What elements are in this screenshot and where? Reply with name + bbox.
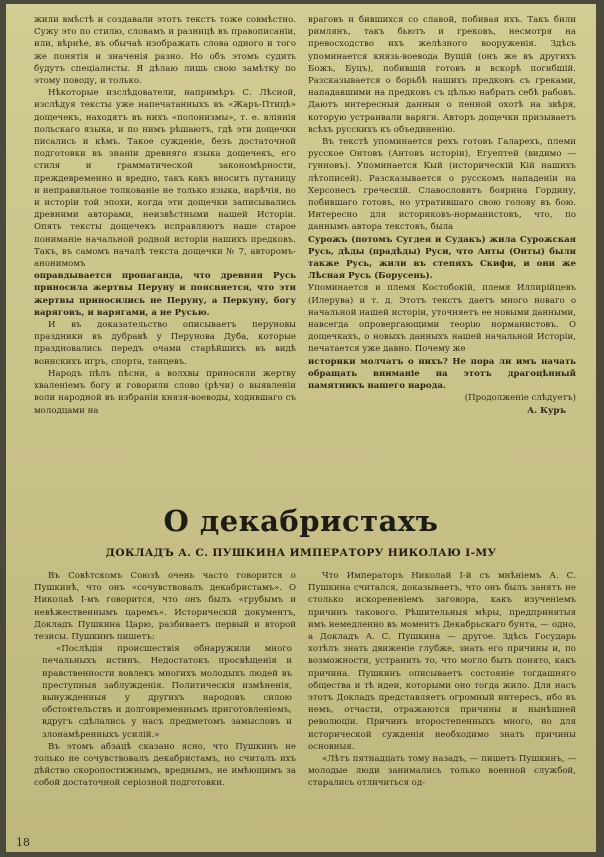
paragraph: Нѣкоторые изслѣдователи, напримѣръ С. Лѣсной, изслѣдуя тексты уже напечатанныхъ въ «Жаръ-Птицѣ» дощечекъ, находятъ въ нихъ «полонизмы», т. е. вліянія польскаго языка, и по нимъ рѣшаютъ, гдѣ эти дощечки писались и кѣмъ. Такое сужденіе, безъ достаточной подготовки въ знаніи древняго языка дощечекъ, его стиля и грамматической закономѣрности, преждевременно и вредно, такъ какъ вноситъ путаницу и неправильное толкованіе не только языка, нарѣчія, но и исторіи той эпохи, когда эти дощечки записывались древними авторами, неизвѣстными нашей Исторіи. Опять тексты дощечекъ исправляютъ наше старое пониманіе начальной родной исторіи нашихъ предковъ. Такъ, въ самомъ началѣ текста дощечки № 7, авторомъ-анонимомъ bbox=[34, 88, 296, 270]
paragraph-bold bbox=[34, 270, 296, 319]
article-title: О декабристахъ bbox=[163, 504, 439, 538]
paragraph: Въ Совѣтскомъ Союзѣ очень часто говорится о Пушкинѣ, что онъ «сочувствовалъ декабристамъ». О Николаѣ I-мъ говорится, что онъ былъ «грубымъ и невѣжественнымъ царемъ». Историческій документъ, Докладъ Пушкина Царю, разбиваетъ первый и второй тезисы. Пушкинъ пишетъ: bbox=[34, 571, 296, 643]
paragraph: враговъ и бившихся со славой, побивая ихъ. Такъ били римлянъ, такъ бьютъ и грековъ, несмотря на превосходство ихъ желѣзного вооруженія. Здѣсь упоминается князь-воевода Вущій (онъ же въ другихъ Божъ, Буцъ), побившій готовъ и вскорѣ погибшій. Разсказывается о борьбѣ нашихъ предковъ съ греками, нападавшими на предковъ съ цѣлью набрать себѣ рабовъ. Даютъ интересныя данныя о пенной охотѣ на звѣря, которую устраивали варяги. Авторъ дощечки призываетъ всѣхъ русскихъ къ объединенію. bbox=[308, 15, 576, 135]
right-column-bottom bbox=[308, 570, 576, 848]
emphasis-text: оправдывается пропаганда, что древняя Русь приносила жертвы Перуну и поясняется, что эти жертвы приносились не Перуну, а Перкуну, богу варяговъ, и варягами, а не Русью. bbox=[34, 271, 296, 318]
left-column-bottom bbox=[34, 570, 296, 832]
paragraph: И въ доказательство описываетъ перуновы праздники въ дубравѣ у Перунова Дуба, которые праздновались передъ очами старѣйшихъ въ видѣ воинскихъ игръ, спорта, танцевъ. bbox=[34, 320, 296, 367]
paragraph: Въ текстѣ упоминается рехъ готовъ Галарехъ, племи русское Онтовъ (Антовъ исторіи), Егуептей (видимо — гунновъ). Упоминается Кый (историческій Кій нашихъ лѣтописей). Разсказывается о русскомъ нападеніи на Херсонесъ греческій. Славословитъ боярина Гордину, побившаго готовъ, но утратившаго свою голову въ бою. Интересно для историковъ-норманистовъ, что, по даннымъ автора текстовъ, была bbox=[308, 137, 576, 233]
continued-note: (Продолженіе слѣдуетъ) bbox=[464, 393, 576, 404]
emphasis-text: историки молчатъ о нихъ? Не пора ли имъ начать обращать вниманіе на этотъ драгоцѣнный памятникъ нашего народа. bbox=[308, 356, 576, 392]
article-subtitle: ДОКЛАДЪ А. С. ПУШКИНА ИМПЕРАТОРУ НИКОЛАЮ I-МУ bbox=[105, 547, 497, 559]
paragraph-bold bbox=[308, 356, 576, 393]
paragraph: Въ этомъ абзацѣ сказано ясно, что Пушкинъ не только не сочувствовалъ декабристамъ, но считалъ ихъ дѣйство скоропостижнымъ, вреднымъ, не имѣющимъ за собой достаточной серіозной подготовки. bbox=[34, 741, 296, 789]
page-number: 18 bbox=[16, 836, 30, 849]
paragraph: Что Императоръ Николай I-й съ мнѣніемъ А. С. Пушкина считался, доказываетъ, что онъ былъ занятъ не столько искорененіемъ заговора, какъ изученіемъ причинъ такового. Рѣшительныя мѣры, предпринятыя имъ немедленно въ моментъ Декабрьскаго бунта, — одно, а Докладъ А. С. Пушкина — другое. Здѣсь Государь хотѣлъ знать движеніе глубже, знать его причины и, по возможности, устранить то, что могло быть понято, какъ причина. Пушкинъ описываетъ состояніе тогдашняго общества и тѣ идеи, которыми оно тогда жило. Для насъ этотъ Докладъ представляетъ огромный интересъ, ибо въ немъ, отчасти, отражаются причины и нынѣшней революціи. Причинъ второстепенныхъ много, но для исторической сужденія необходимо знать причины основныя. bbox=[308, 571, 576, 752]
right-column-top bbox=[308, 14, 576, 508]
paragraph: жили вмѣстѣ и создавали этотъ текстъ тоже совмѣстно. Сужу это по стилю, словамъ и разницѣ въ правописаніи, или, вѣрнѣе, въ обычаѣ изображать слова одного и того же понятія и значенія разно. Но объ этомъ судить будутъ спеціалисты. Я дѣлаю лишь свою замѣтку по этому поводу, и только. bbox=[34, 15, 296, 87]
document-page bbox=[6, 4, 596, 852]
quote-paragraph: «Послѣдія происшествія обнаружили много печальныхъ истинъ. Недостатокъ просвѣщенія и нравственности вовлекъ многихъ молодыхъ людей въ преступныя заблужденія. Политическія измѣненія, вынужденныя у другихъ народовъ силою обстоятельствъ и долговременнымъ приготовленіемъ, вдругъ сдѣлались у насъ предметомъ замысловъ и злонамѣренныхъ усилій.» bbox=[42, 644, 292, 740]
emphasis-text: Сурожъ (потомъ Сугдея и Судакъ) жила Сурожская Русь, дѣды (прадѣды) Руси, что Анты (Онты) были также Русь, жили въ степяхъ Скифи, и они же Лѣсная Русь (Борусень). bbox=[308, 234, 576, 282]
author-signature: А. Куръ bbox=[527, 405, 566, 416]
paragraph-bold bbox=[308, 234, 576, 283]
paragraph: «Лѣтъ пятнадцать тому назадъ, — пишетъ Пушкинъ, — молодые люди занимались только военной службой, старались отличиться од- bbox=[308, 754, 576, 789]
paragraph: Народъ пѣлъ пѣсни, а волхвы приносили жертву хваленіемъ богу и говорили слово (рѣчи) о выявленіи воли народной въ избраніи князя-воеводы, ходившаго съ молодцами на bbox=[34, 368, 296, 416]
left-column-top bbox=[34, 14, 296, 496]
paragraph: Упоминается и племя Костобокій, племя Иллирійцевъ (Илерува) и т. д. Этотъ текстъ даетъ много новаго о начальной нашей исторіи, уточняетъ ее новыми данными, навсегда опровергающими теорію норманистовъ. О дощечкахъ, о новыхъ данныхъ нашей начальной Исторіи, печатается уже давно. Почему же bbox=[308, 283, 576, 355]
